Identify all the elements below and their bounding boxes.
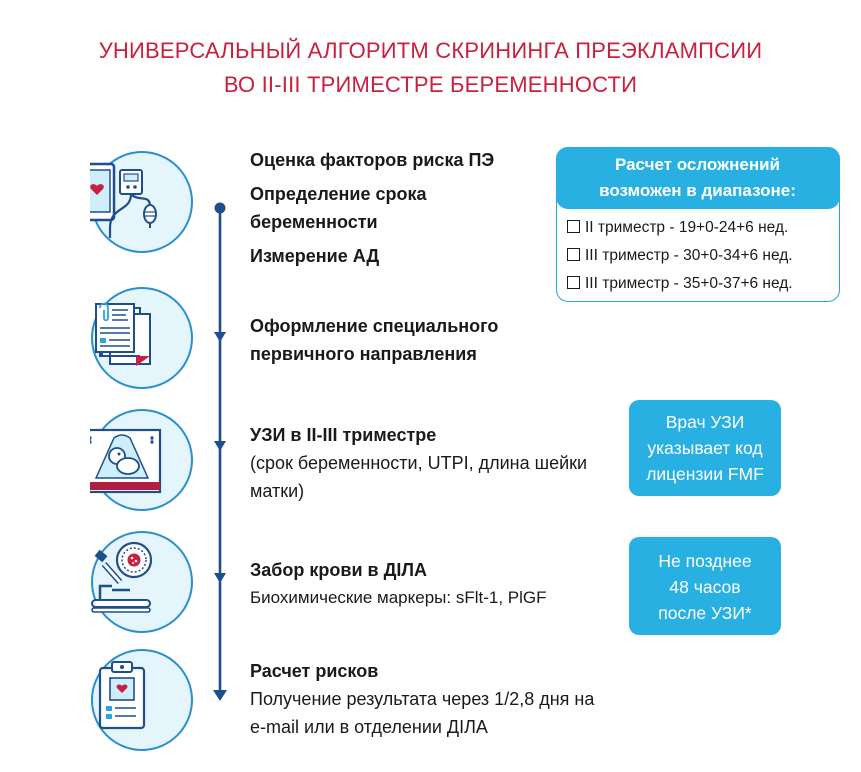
calculation-range-row	[567, 219, 788, 237]
fmf-note-line-2: указывает код	[647, 438, 763, 458]
timeline-arrow-4	[214, 573, 226, 583]
timing-note-line-2: 48 часов	[669, 577, 741, 597]
step-5-title: Расчет рисков	[250, 661, 379, 681]
calculation-range-row-2-text: III триместр - 30+0-34+6 нед.	[585, 247, 793, 264]
step-1-text	[250, 146, 494, 270]
calculation-range-row	[567, 275, 793, 293]
step-4-text	[250, 556, 547, 612]
timeline-arrow-5	[213, 690, 227, 701]
ultrasound-fetus-icon	[90, 408, 194, 512]
timing-note-line-1: Не позднее	[658, 551, 752, 571]
step-5-detail-1: Получение результата через 1/2,8 дня на	[250, 689, 595, 709]
timeline-start-dot	[215, 203, 226, 214]
step-3-title: УЗИ в II-III триместре	[250, 425, 437, 445]
timeline-arrow-3	[214, 441, 226, 451]
timing-note	[629, 537, 781, 635]
step-5-detail-2: e-mail или в отделении ДIЛА	[250, 717, 488, 737]
fmf-license-note	[629, 400, 781, 496]
fmf-note-line-1: Врач УЗИ	[665, 412, 745, 432]
checkbox-icon	[567, 248, 580, 261]
checkbox-icon	[567, 220, 580, 233]
timeline-arrow-2	[214, 332, 226, 342]
step-1-line-1: Оценка факторов риска ПЭ	[250, 150, 495, 170]
step-3-detail-1: (срок беременности, UTPI, длина шейки	[250, 453, 588, 473]
step-1-line-4: Измерение АД	[250, 246, 380, 266]
page-title-line-2: ВО II-III ТРИМЕСТРЕ БЕРЕМЕННОСТИ	[223, 72, 638, 97]
clipboard-result-icon	[90, 648, 194, 752]
calculation-range-header	[556, 147, 840, 209]
step-4-detail-1: Биохимические маркеры: sFlt-1, PlGF	[250, 588, 547, 607]
page-title-line-1: УНИВЕРСАЛЬНЫЙ АЛГОРИТМ СКРИНИНГА ПРЕЭКЛАМПСИИ	[98, 38, 763, 63]
step-3-detail-2: матки)	[250, 481, 305, 501]
step-1-line-2: Определение срока	[250, 184, 427, 204]
step-3-text	[250, 421, 587, 505]
microscope-icon	[90, 530, 194, 634]
calculation-range-row-3-text: III триместр - 35+0-37+6 нед.	[585, 275, 793, 292]
documents-icon	[90, 286, 194, 390]
calculation-range-row-1-text: II триместр - 19+0-24+6 нед.	[585, 219, 789, 236]
step-1-line-3: беременности	[250, 212, 378, 232]
tablet-blood-pressure-monitor-icon	[90, 150, 194, 254]
step-2-text	[250, 312, 498, 368]
step-2-line-1: Оформление специального	[250, 316, 499, 336]
calculation-range-row	[567, 247, 793, 265]
calculation-range-header-line-2: возможен в диапазоне:	[599, 180, 796, 200]
step-5-text	[250, 657, 594, 741]
calculation-range-box	[556, 147, 840, 302]
fmf-note-line-3: лицензии FMF	[646, 464, 764, 484]
timing-note-line-3: после УЗИ*	[658, 603, 752, 623]
step-2-line-2: первичного направления	[250, 344, 477, 364]
checkbox-icon	[567, 276, 580, 289]
calculation-range-header-line-1: Расчет осложнений	[614, 154, 781, 174]
step-4-title: Забор крови в ДIЛА	[250, 560, 428, 580]
